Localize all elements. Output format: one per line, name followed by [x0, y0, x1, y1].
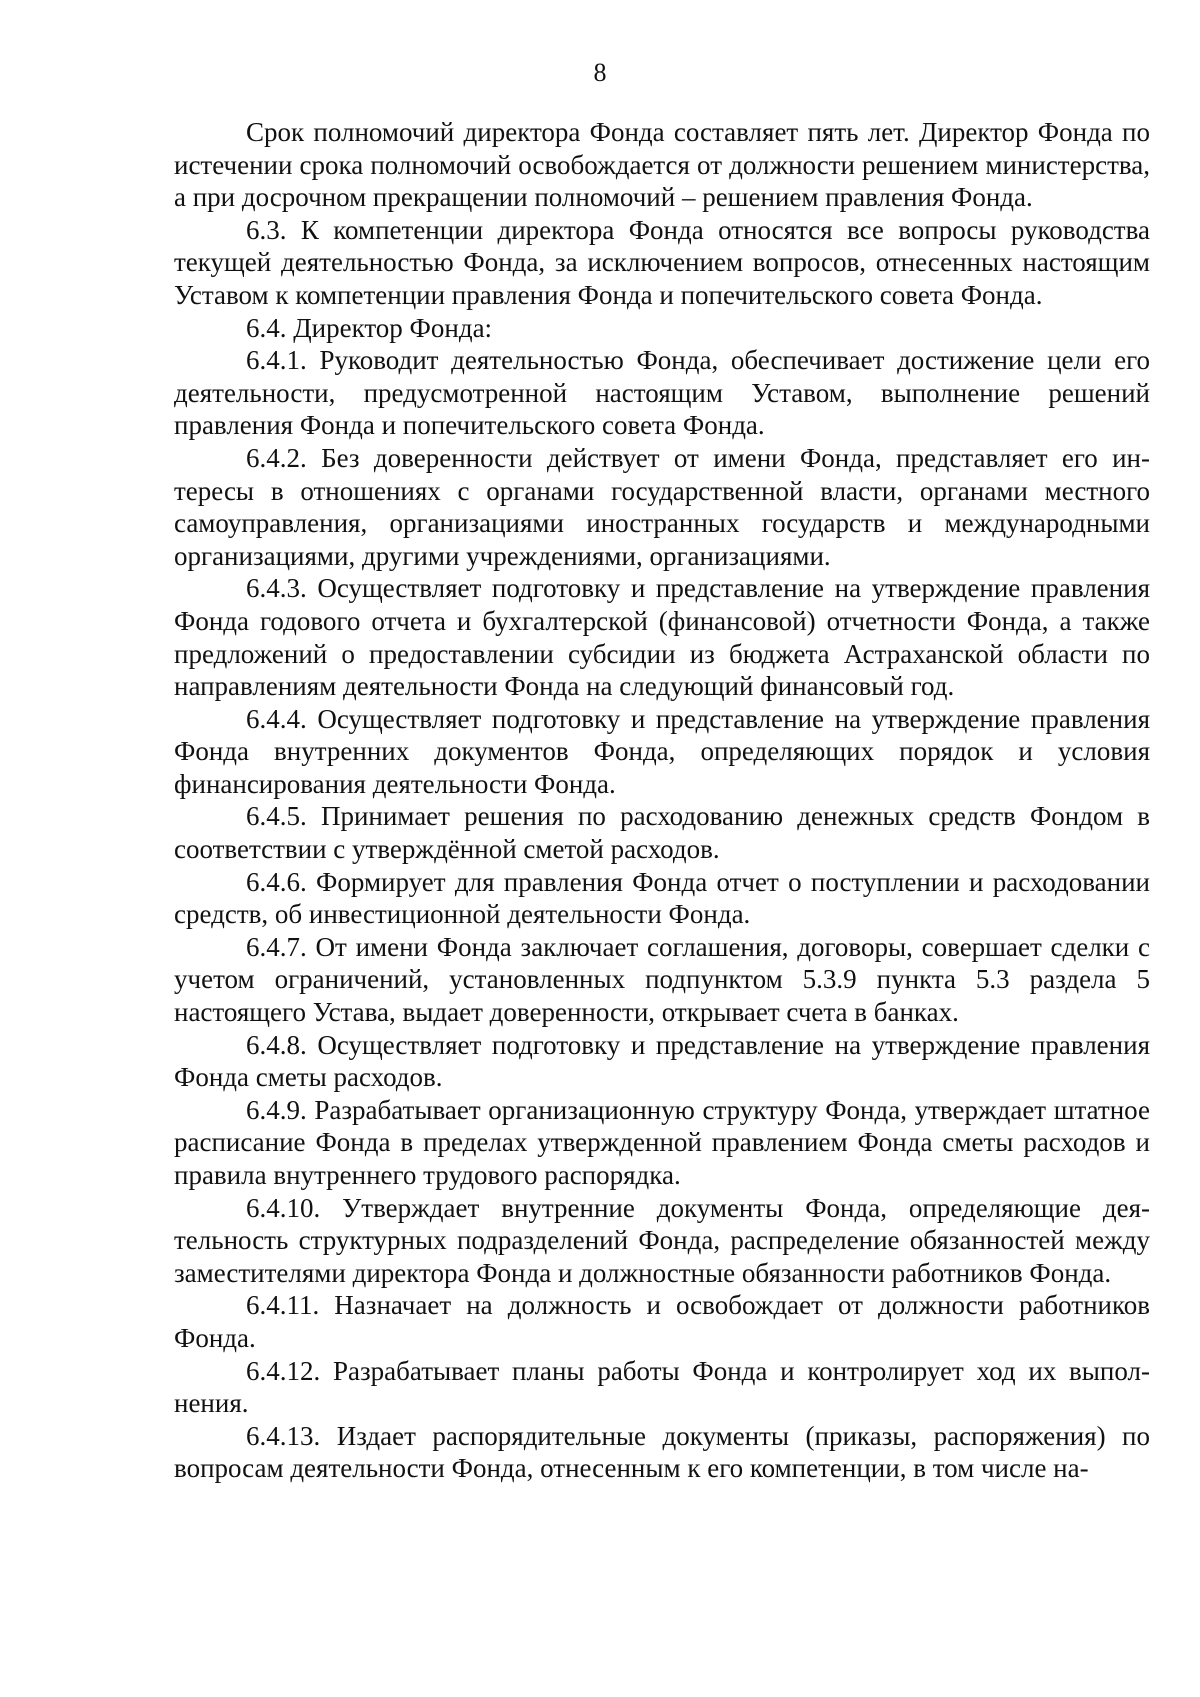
paragraph-6-4-12: 6.4.12. Разрабатывает планы работы Фонда и контролирует ход их выполнения. [174, 1355, 1150, 1419]
paragraph-6-4-7: 6.4.7. От имени Фонда заключает соглашения, договоры, совершает сделки с учетом ограничений, установленных подпунктом 5.3.9 пункта 5.3 раздела 5 настоящего Устава, выдает доверенности, открывает счета в банках. [174, 931, 1150, 1028]
paragraph-6-4-2: 6.4.2. Без доверенности действует от имени Фонда, представляет его интересы в отношениях с органами государственной власти, органами местного самоуправления, организациями иностранных государств и международными организациями, другими учреждениями, организациями. [174, 442, 1150, 571]
paragraph-6-4-13: 6.4.13. Издает распорядительные документы (приказы, распоряжения) по вопросам деятельности Фонда, отнесенным к его компетенции, в том числе на- [174, 1420, 1150, 1484]
paragraph-6-4-11: 6.4.11. Назначает на должность и освобождает от должности работников Фонда. [174, 1290, 1150, 1353]
paragraph-6-3: 6.3. К компетенции директора Фонда относятся все вопросы руководства текущей деятельностью Фонда, за исключением вопросов, отнесенных настоящим Уставом к компетенции правления Фонда и попечительского совета Фонда. [174, 214, 1150, 310]
paragraph-6-4-4: 6.4.4. Осуществляет подготовку и представление на утверждение правления Фонда внутренних документов Фонда, определяющих порядок и условия финансирования деятельности Фонда. [174, 703, 1150, 799]
paragraph-term-of-office: Срок полномочий директора Фонда составляет пять лет. Директор Фонда по истечении срока полномочий освобождается от должности решением министерства, а при досрочном прекращении полномочий – решением правления Фонда. [174, 117, 1150, 213]
paragraph-6-4: 6.4. Директор Фонда: [246, 312, 493, 343]
paragraph-6-4-6: 6.4.6. Формирует для правления Фонда отчет о поступлении и расходовании средств, об инвестиционной деятельности Фонда. [174, 866, 1150, 930]
paragraph-6-4-3: 6.4.3. Осуществляет подготовку и представление на утверждение правления Фонда годового отчета и бухгалтерской (финансовой) отчетности Фонда, а также предложений о предоставлении субсидии из бюджета Астраханской области по направлениям деятельности Фонда на следующий финансовый год. [174, 573, 1150, 702]
document-body [174, 116, 1150, 1485]
paragraph-6-4-10: 6.4.10. Утверждает внутренние документы Фонда, определяющие деятельность структурных подразделений Фонда, распределение обязанностей между заместителями директора Фонда и должностные обязанности работников Фонда. [174, 1192, 1150, 1288]
page-number: 8 [593, 58, 607, 87]
paragraph-6-4-8: 6.4.8. Осуществляет подготовку и представление на утверждение правления Фонда сметы расходов. [174, 1029, 1150, 1093]
paragraph-6-4-1: 6.4.1. Руководит деятельностью Фонда, обеспечивает достижение цели его деятельности, предусмотренной настоящим Уставом, выполнение решений правления Фонда и попечительского совета Фонда. [174, 345, 1150, 441]
paragraph-6-4-9: 6.4.9. Разрабатывает организационную структуру Фонда, утверждает штатное расписание Фонда в пределах утвержденной правлением Фонда сметы расходов и правила внутреннего трудового распорядка. [174, 1094, 1150, 1190]
paragraph-6-4-5: 6.4.5. Принимает решения по расходованию денежных средств Фондом в соответствии с утверждённой сметой расходов. [174, 801, 1150, 865]
